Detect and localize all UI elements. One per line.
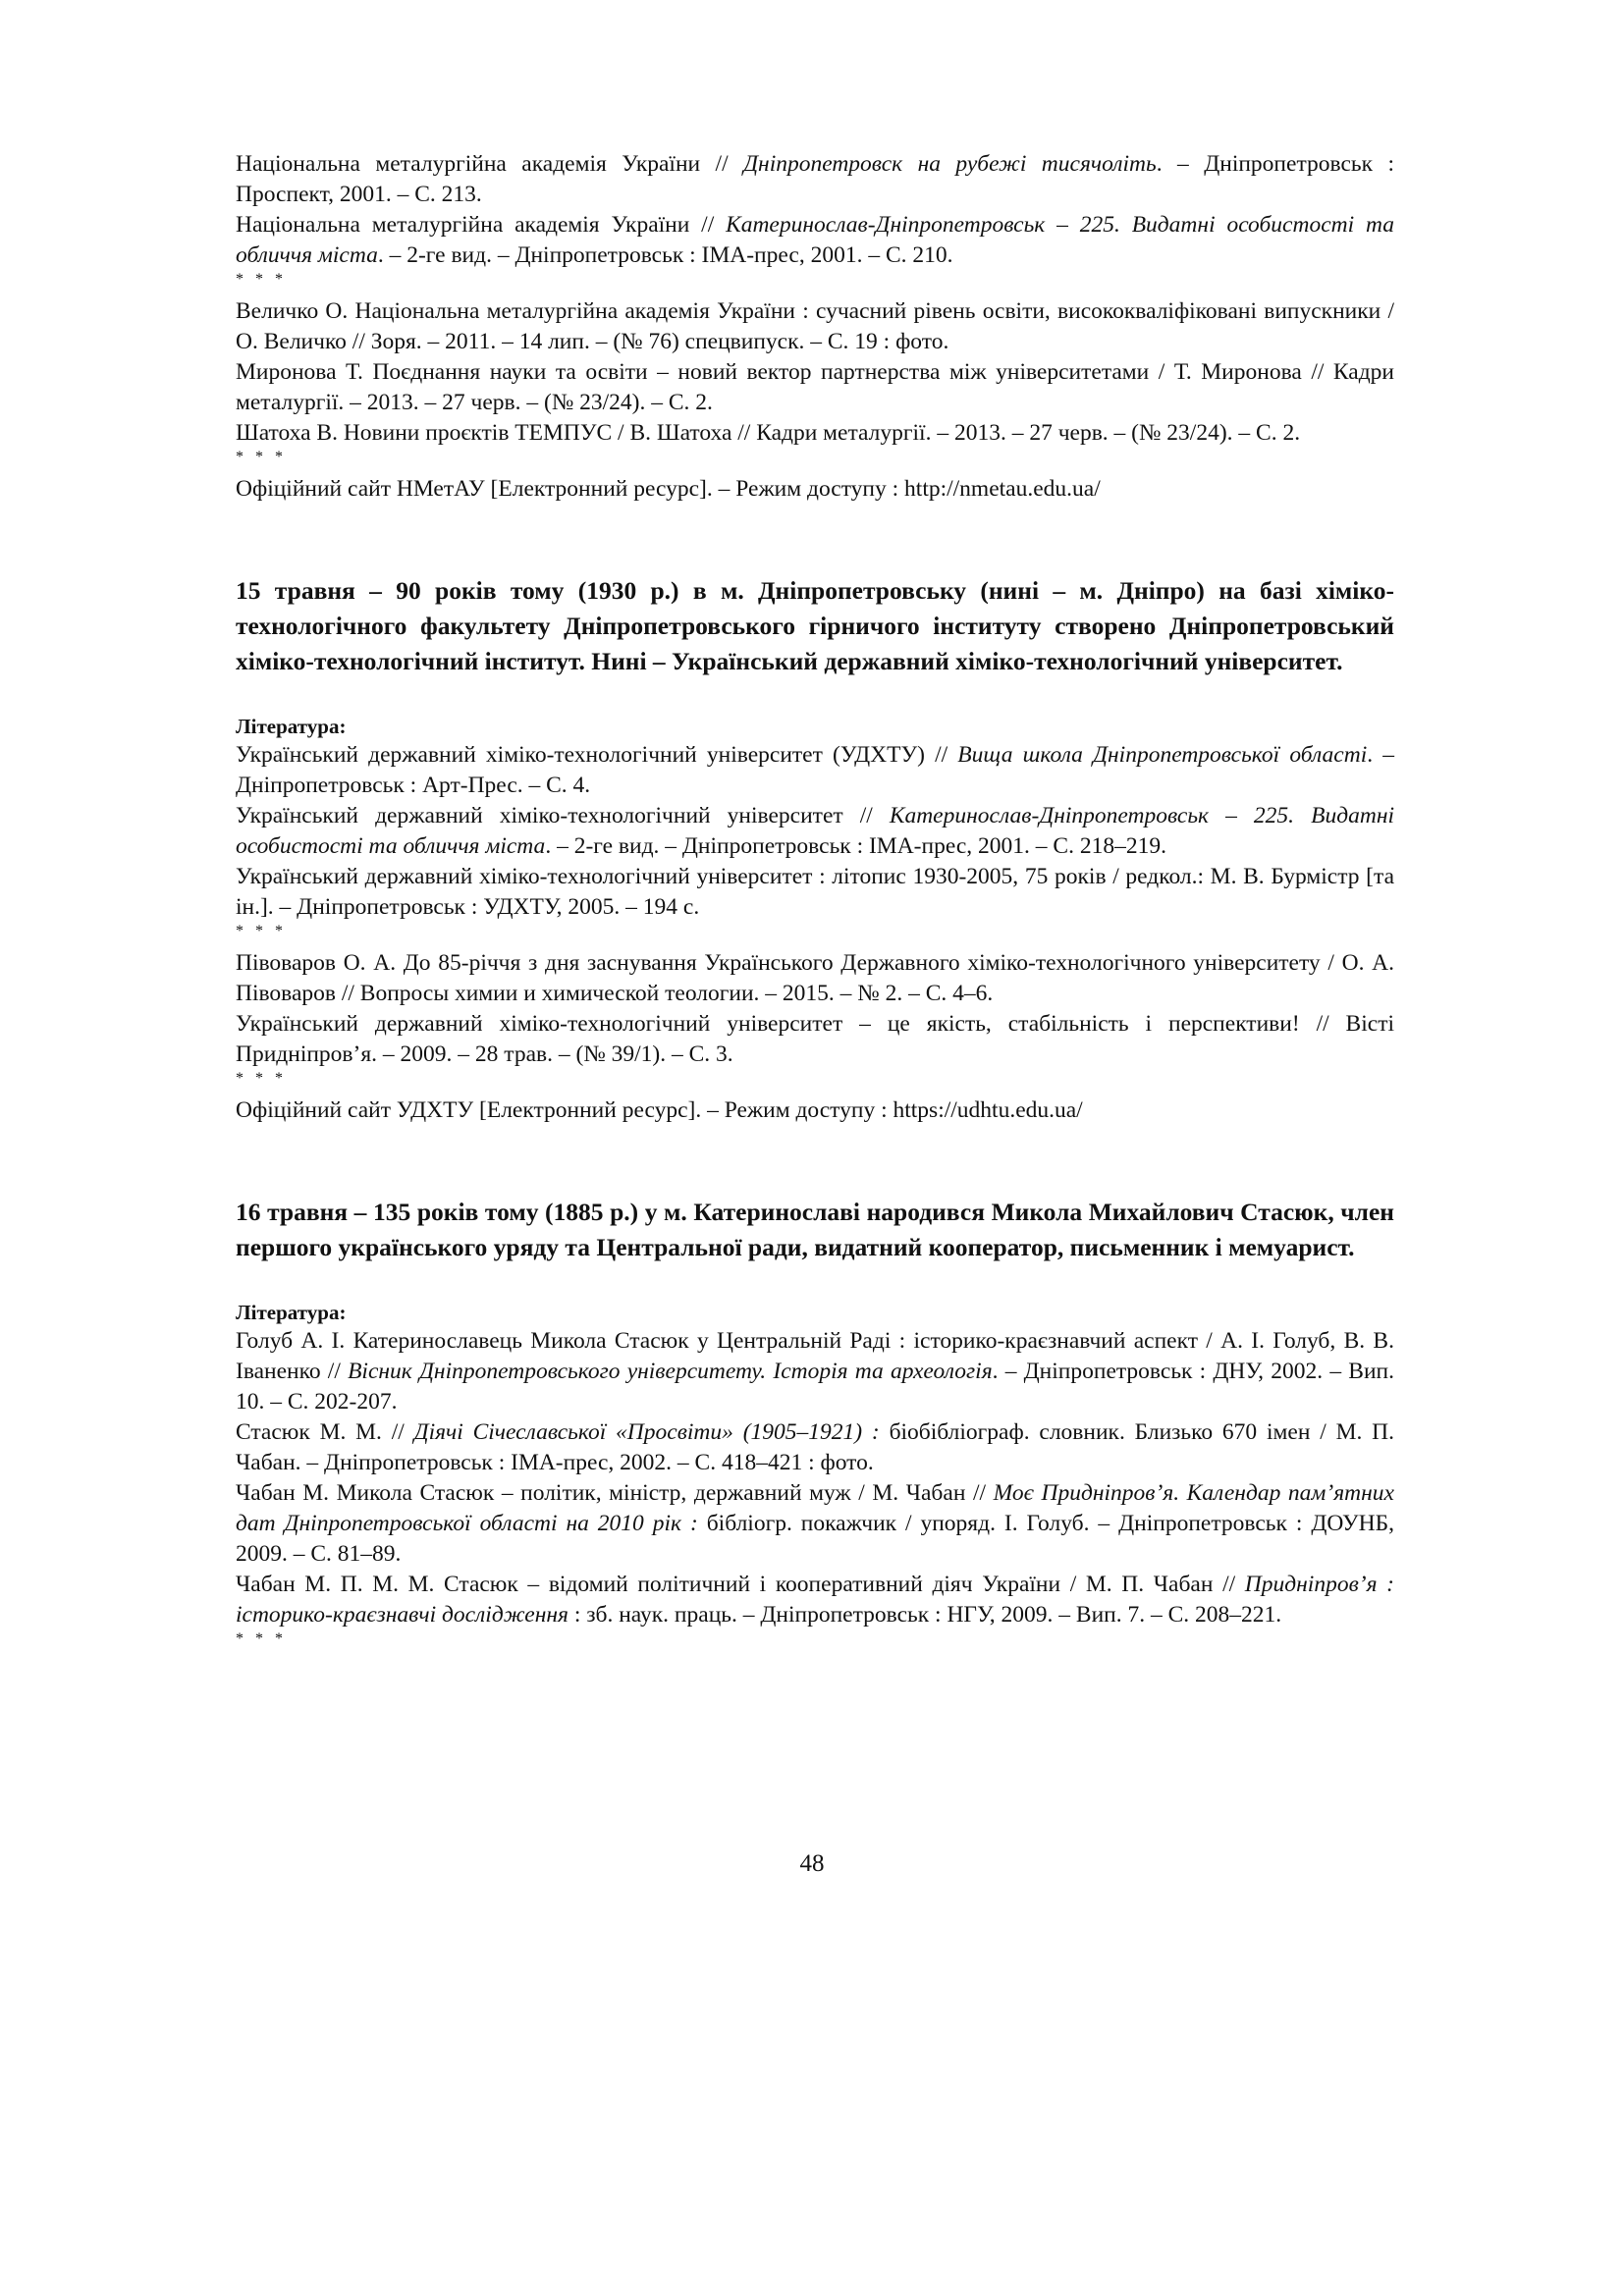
ref-title: Катеринослав-Дніпропетровськ – 225. Видатні особистості та обличчя міста <box>236 212 1394 268</box>
ref-title: Моє Придніпров’я. Календар пам’ятних дат Дніпропетровської області на 2010 рік : <box>236 1480 1394 1536</box>
ref-text: . – Дніпропетровськ : ДНУ, 2002. – Вип. 10. – С. 202-207. <box>236 1359 1394 1415</box>
ref-text: Голуб А. І. Катеринославець Микола Стасюк у Центральній Раді : історико-краєзнавчий аспект / А. І. Голуб, В. В. Іваненко // <box>236 1328 1394 1384</box>
separator-stars: * * * <box>236 449 287 465</box>
ref-text: : зб. наук. праць. – Дніпропетровськ : НГУ, 2009. – Вип. 7. – С. 208–221. <box>568 1602 1282 1628</box>
reference-item: Шатоха В. Новини проєктів ТЕМПУС / В. Шатоха // Кадри металургії. – 2013. – 27 черв. – (№ 23/24). – С. 2. <box>236 420 1301 446</box>
document-page <box>236 149 1394 1656</box>
reference-item <box>236 149 1394 210</box>
ref-text: Український державний хіміко-технологічний університет // <box>236 803 890 828</box>
ref-text: Національна металургійна академія України // <box>236 151 744 177</box>
ref-text: Національна металургійна академія України // <box>236 212 727 238</box>
literature-label: Література: <box>236 715 347 738</box>
ref-title: Діячі Січеславської «Просвіти» (1905–1921) : <box>413 1419 880 1445</box>
reference-item: Миронова Т. Поєднання науки та освіти – новий вектор партнерства між університетами / Т. Миронова // Кадри металургії. – 2013. – 27 черв. – (№ 23/24). – С. 2. <box>236 359 1394 415</box>
section-heading: 15 травня – 90 років тому (1930 р.) в м. Дніпропетровську (нині – м. Дніпро) на базі хіміко-технологічного факультету Дніпропетровського гірничого інституту створено Дніпропетровський хіміко-технологічний інститут. Нині – Український державний хіміко-технологічний університет. <box>236 576 1394 675</box>
separator-stars: * * * <box>236 1630 287 1647</box>
ref-title: Вища школа Дніпропетровської області <box>957 742 1368 768</box>
ref-text: Чабан М. Микола Стасюк – політик, міністр, державний муж / М. Чабан // <box>236 1480 994 1506</box>
reference-item <box>236 1417 1394 1478</box>
ref-title: Катеринослав-Дніпропетровськ – 225. Видатні особистості та обличчя міста <box>236 803 1395 859</box>
separator-stars: * * * <box>236 923 287 939</box>
ref-text: бібліогр. покажчик / упоряд. І. Голуб. – Дніпропетровськ : ДОУНБ, 2009. – С. 81–89. <box>236 1511 1394 1567</box>
literature-label: Література: <box>236 1301 347 1324</box>
ref-text: Український державний хіміко-технологічний університет (УДХТУ) // <box>236 742 958 768</box>
ref-text: . – Дніпропетровськ : Арт-Прес. – С. 4. <box>236 742 1395 798</box>
ref-text: . – 2-ге вид. – Дніпропетровськ : ІМА-прес, 2001. – С. 210. <box>377 242 953 268</box>
reference-item: Величко О. Національна металургійна академія України : сучасний рівень освіти, висококваліфіковані випускники / О. Величко // Зоря. – 2011. – 14 лип. – (№ 76) спецвипуск. – С. 19 : фото. <box>236 298 1394 354</box>
ref-title: Придніпров’я : історико-краєзнавчі дослідження <box>236 1572 1394 1628</box>
reference-item <box>236 210 1394 271</box>
reference-item: Півоваров О. А. До 85-річчя з дня заснування Українського Державного хіміко-технологічного університету / О. А. Півоваров // Вопросы химии и химической теологии. – 2015. – № 2. – С. 4–6. <box>236 950 1394 1006</box>
reference-item <box>236 801 1394 862</box>
reference-web: Офіційний сайт НМетАУ [Електронний ресурс]. – Режим доступу : http://nmetau.edu.ua/ <box>236 476 1101 502</box>
ref-text: Український державний хіміко-технологічний університет : літопис 1930-2005, 75 років / редкол.: М. В. Бурмістр [та ін.]. – Дніпропетровськ : УДХТУ, 2005. – 194 с. <box>236 864 1394 920</box>
ref-text: . – 2-ге вид. – Дніпропетровськ : ІМА-прес, 2001. – С. 218–219. <box>545 833 1166 859</box>
section-heading: 16 травня – 135 років тому (1885 р.) у м. Катеринославі народився Микола Михайлович Стасюк, член першого українського уряду та Центральної ради, видатний кооператор, письменник і мемуарист. <box>236 1198 1394 1261</box>
separator-stars: * * * <box>236 1070 287 1087</box>
ref-title: Дніпропетровск на рубежі тисячоліть <box>743 151 1157 177</box>
reference-item <box>236 1478 1394 1570</box>
reference-item <box>236 1570 1394 1630</box>
ref-text: Чабан М. П. М. М. Стасюк – відомий політичний і кооперативний діяч України / М. П. Чабан // <box>236 1572 1245 1597</box>
reference-item: Український державний хіміко-технологічний університет – це якість, стабільність і перспективи! // Вісті Придніпров’я. – 2009. – 28 трав. – (№ 39/1). – С. 3. <box>236 1011 1394 1067</box>
ref-text: біобібліограф. словник. Близько 670 імен / М. П. Чабан. – Дніпропетровськ : ІМА-прес, 2002. – С. 418–421 : фото. <box>236 1419 1394 1475</box>
reference-item <box>236 1326 1394 1417</box>
ref-text: . – Дніпропетровськ : Проспект, 2001. – С. 213. <box>236 151 1395 207</box>
page-number: 48 <box>799 1850 825 1877</box>
separator-stars: * * * <box>236 271 287 288</box>
reference-item <box>236 740 1394 801</box>
ref-text: Стасюк М. М. // <box>236 1419 414 1445</box>
ref-title: Вісник Дніпропетровського університету. Історія та археологія <box>348 1359 993 1384</box>
reference-item <box>236 862 1394 923</box>
reference-web: Офіційний сайт УДХТУ [Електронний ресурс]. – Режим доступу : https://udhtu.edu.ua/ <box>236 1097 1083 1123</box>
